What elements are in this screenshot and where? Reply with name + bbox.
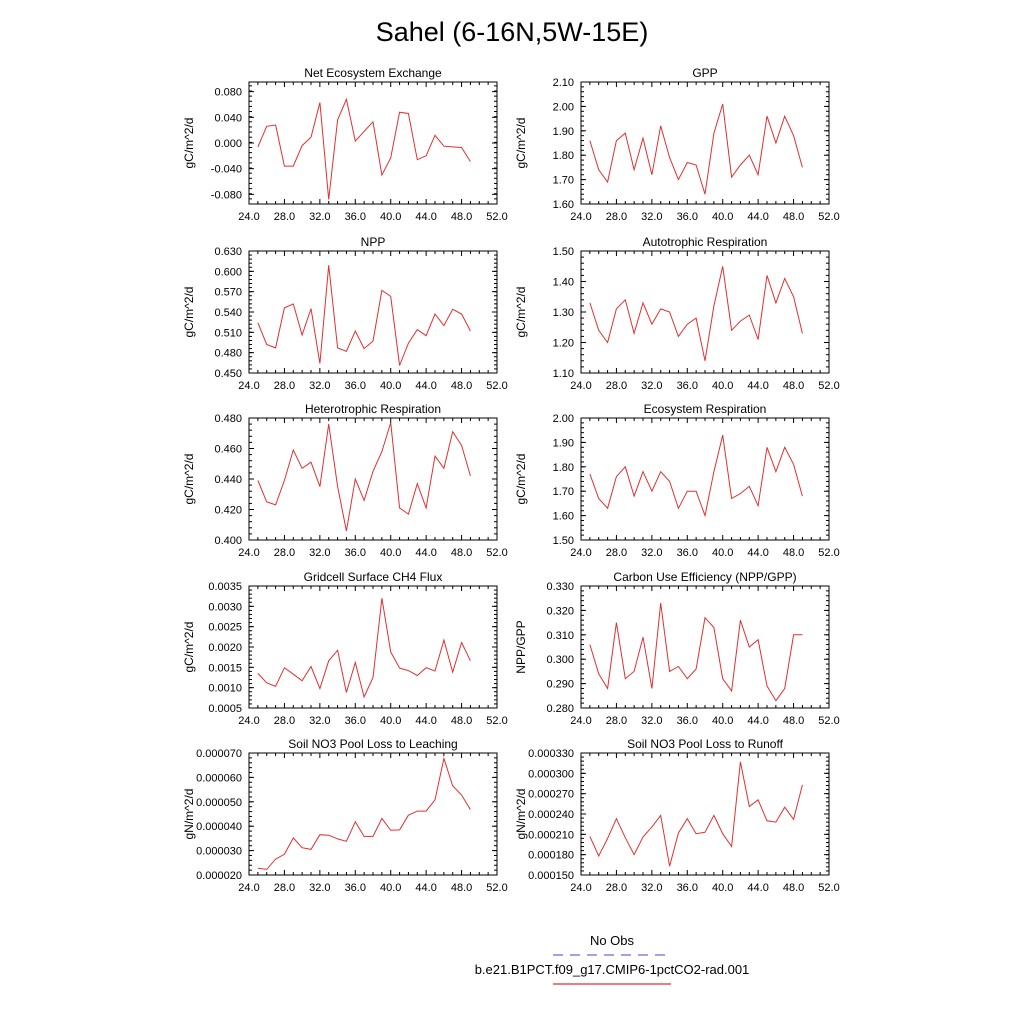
y-axis-label: gC/m^2/d [182,117,196,169]
y-tick-label: 0.000240 [528,809,574,821]
x-tick-label: 44.0 [415,882,437,894]
y-tick-label: 2.10 [552,77,574,89]
y-tick-label: 1.50 [552,246,574,258]
x-tick-label: 40.0 [712,380,734,392]
x-tick-label: 28.0 [605,715,628,727]
x-tick-label: 24.0 [238,380,260,392]
x-tick-label: 36.0 [676,380,698,392]
y-axis-label: gC/m^2/d [182,286,196,338]
plot-frame [581,251,829,373]
y-tick-label: 1.30 [552,307,574,319]
y-axis-label: NPP/GPP [514,620,528,674]
panel-3 [182,235,508,392]
series-line-1 [590,603,803,701]
x-tick-label: 28.0 [605,211,628,223]
y-tick-label: 0.400 [214,535,242,547]
y-tick-label: 0.320 [546,605,574,618]
plot-frame [249,753,497,875]
panel-title: Net Ecosystem Exchange [304,66,442,80]
x-tick-label: 48.0 [782,211,805,223]
y-tick-label: 1.90 [552,437,574,450]
y-tick-label: 0.000070 [196,748,242,760]
x-tick-label: 40.0 [380,211,402,223]
x-tick-label: 36.0 [344,715,366,727]
x-tick-label: 48.0 [450,715,473,727]
y-tick-label: 0.000060 [196,772,242,785]
panel-7 [182,570,508,727]
x-tick-label: 52.0 [486,547,508,559]
y-tick-label: 0.420 [214,504,242,517]
x-tick-label: 44.0 [747,380,769,392]
y-tick-label: 0.000210 [528,829,574,842]
y-axis-label: gC/m^2/d [514,453,528,505]
y-tick-label: 0.570 [214,286,242,299]
x-tick-label: 40.0 [712,547,734,559]
plot-frame [249,418,497,540]
y-tick-label: 0.000180 [528,849,574,862]
x-tick-label: 40.0 [712,211,734,223]
x-tick-label: 24.0 [570,380,592,392]
y-tick-label: 0.460 [214,443,242,456]
x-tick-label: 32.0 [641,211,663,223]
x-tick-label: 32.0 [309,715,331,727]
series-line-1 [258,99,471,199]
main-title: Sahel (6-16N,5W-15E) [375,17,649,47]
x-tick-label: 28.0 [605,882,628,894]
y-tick-label: 0.000300 [528,768,574,781]
x-tick-label: 32.0 [641,547,663,559]
x-tick-label: 36.0 [676,211,698,223]
series-line-1 [590,104,803,194]
x-tick-label: 48.0 [782,882,805,894]
y-axis-label: gC/m^2/d [182,621,196,673]
y-tick-label: -0.080 [210,189,242,202]
x-tick-label: 24.0 [238,547,260,559]
x-tick-label: 24.0 [238,211,260,223]
y-tick-label: 0.480 [214,347,242,360]
x-tick-label: 40.0 [712,715,734,727]
legend-label-no-obs: No Obs [589,933,635,948]
y-tick-label: 1.20 [552,337,574,350]
y-tick-label: 0.0015 [208,662,242,675]
x-tick-label: 48.0 [450,211,473,223]
y-tick-label: 0.600 [214,266,242,279]
x-tick-label: 32.0 [309,882,331,894]
x-tick-label: 40.0 [380,547,402,559]
y-tick-label: 0.0035 [208,581,242,593]
x-tick-label: 44.0 [415,380,437,392]
x-tick-label: 48.0 [450,882,473,894]
y-axis-label: gC/m^2/d [514,117,528,169]
y-tick-label: 0.330 [546,581,574,593]
y-tick-label: 0.000150 [528,870,574,882]
x-tick-label: 36.0 [676,882,698,894]
panel-5 [182,402,508,559]
y-tick-label: 0.0030 [208,601,242,614]
panel-8 [514,570,840,727]
x-tick-label: 24.0 [570,547,592,559]
x-tick-label: 32.0 [309,547,331,559]
panel-title: Ecosystem Respiration [643,402,767,416]
y-tick-label: 1.60 [552,510,574,523]
x-tick-label: 44.0 [747,547,769,559]
x-tick-label: 24.0 [570,715,592,727]
plot-frame [581,418,829,540]
x-tick-label: 48.0 [782,380,805,392]
legend-label-model: b.e21.B1PCT.f09_g17.CMIP6-1pctCO2-rad.001 [474,962,750,977]
y-tick-label: 0.290 [546,678,574,691]
y-axis-label: gN/m^2/d [182,788,196,840]
y-tick-label: 0.0005 [208,703,242,715]
x-tick-label: 40.0 [380,715,402,727]
y-tick-label: 0.440 [214,474,242,486]
panel-title: Autotrophic Respiration [642,235,768,249]
y-tick-label: 1.50 [552,535,574,547]
series-line-1 [590,266,803,361]
x-tick-label: 32.0 [309,380,331,392]
y-tick-label: 0.000 [214,138,242,150]
x-tick-label: 32.0 [641,380,663,392]
y-tick-label: 0.000050 [196,796,242,809]
x-tick-label: 52.0 [486,380,508,392]
x-tick-label: 44.0 [747,211,769,223]
legend [475,933,750,984]
x-tick-label: 28.0 [273,882,296,894]
x-tick-label: 28.0 [605,380,628,392]
panel-1 [182,66,508,223]
x-tick-label: 44.0 [415,715,437,727]
y-tick-label: 0.040 [214,112,242,125]
x-tick-label: 44.0 [747,715,769,727]
series-line-1 [590,762,803,866]
x-tick-label: 36.0 [344,380,366,392]
y-tick-label: 1.90 [552,125,574,138]
y-tick-label: 0.630 [214,246,242,258]
x-tick-label: 52.0 [486,882,508,894]
plot-frame [249,82,497,204]
y-tick-label: 0.310 [546,629,574,642]
x-tick-label: 48.0 [782,547,805,559]
y-tick-label: 1.10 [552,368,574,380]
y-axis-label: gC/m^2/d [514,286,528,338]
series-line-1 [258,423,471,531]
y-tick-label: 0.000030 [196,845,242,858]
x-tick-label: 24.0 [570,882,592,894]
x-tick-label: 48.0 [450,380,473,392]
y-tick-label: 0.0010 [208,682,242,695]
panel-6 [514,402,840,559]
x-tick-label: 24.0 [238,715,260,727]
x-tick-label: 52.0 [818,547,840,559]
x-tick-label: 52.0 [818,380,840,392]
plot-frame [581,753,829,875]
x-tick-label: 36.0 [344,882,366,894]
y-tick-label: 0.540 [214,307,242,319]
panel-title: Gridcell Surface CH4 Flux [303,570,443,584]
y-tick-label: 1.60 [552,199,574,211]
plot-frame [249,251,497,373]
panel-4 [514,235,840,392]
y-axis-label: gN/m^2/d [514,788,528,840]
panel-grid [182,66,840,894]
y-tick-label: 0.300 [546,654,574,667]
x-tick-label: 36.0 [344,547,366,559]
x-tick-label: 24.0 [238,882,260,894]
panel-2 [514,66,840,223]
x-tick-label: 44.0 [747,882,769,894]
panel-title: NPP [360,235,386,249]
x-tick-label: 52.0 [486,715,508,727]
y-tick-label: 0.080 [214,86,242,99]
y-tick-label: 0.000330 [528,748,574,760]
x-tick-label: 24.0 [570,211,592,223]
y-tick-label: 0.480 [214,413,242,425]
x-tick-label: 52.0 [818,715,840,727]
x-tick-label: 36.0 [676,715,698,727]
y-tick-label: 1.70 [552,174,574,187]
x-tick-label: 32.0 [641,715,663,727]
y-tick-label: 2.00 [552,101,574,114]
x-tick-label: 36.0 [676,547,698,559]
y-tick-label: 0.000040 [196,821,242,834]
x-tick-label: 28.0 [273,211,296,223]
y-tick-label: 1.80 [552,461,574,474]
y-tick-label: 0.450 [214,368,242,380]
y-tick-label: 1.80 [552,150,574,163]
series-line-1 [258,598,471,697]
x-tick-label: 28.0 [273,380,296,392]
panel-title: Soil NO3 Pool Loss to Runoff [627,737,783,751]
x-tick-label: 28.0 [273,715,296,727]
panel-title: GPP [692,66,718,80]
y-axis-label: gC/m^2/d [182,453,196,505]
x-tick-label: 40.0 [380,380,402,392]
series-line-1 [590,435,803,515]
x-tick-label: 44.0 [415,547,437,559]
x-tick-label: 40.0 [380,882,402,894]
y-tick-label: 1.40 [552,276,574,289]
series-line-1 [258,265,471,365]
x-tick-label: 28.0 [273,547,296,559]
x-tick-label: 52.0 [818,211,840,223]
y-tick-label: 0.510 [214,327,242,340]
panel-9 [182,737,508,894]
y-tick-label: 1.70 [552,486,574,499]
x-tick-label: 40.0 [712,882,734,894]
x-tick-label: 52.0 [486,211,508,223]
x-tick-label: 28.0 [605,547,628,559]
x-tick-label: 52.0 [818,882,840,894]
y-tick-label: 0.0020 [208,642,242,654]
y-tick-label: 0.000020 [196,870,242,882]
x-tick-label: 48.0 [450,547,473,559]
y-tick-label: -0.040 [210,163,242,176]
x-tick-label: 48.0 [782,715,805,727]
panel-title: Carbon Use Efficiency (NPP/GPP) [613,570,797,584]
x-tick-label: 36.0 [344,211,366,223]
panel-title: Heterotrophic Respiration [304,402,442,416]
plot-frame [581,82,829,204]
y-tick-label: 0.280 [546,703,574,715]
y-tick-label: 0.000270 [528,788,574,801]
y-tick-label: 0.0025 [208,621,242,634]
x-tick-label: 32.0 [641,882,663,894]
x-tick-label: 32.0 [309,211,331,223]
y-tick-label: 2.00 [552,413,574,425]
series-line-1 [258,758,471,869]
panel-title: Soil NO3 Pool Loss to Leaching [288,737,458,751]
x-tick-label: 44.0 [415,211,437,223]
panel-10 [514,737,840,894]
